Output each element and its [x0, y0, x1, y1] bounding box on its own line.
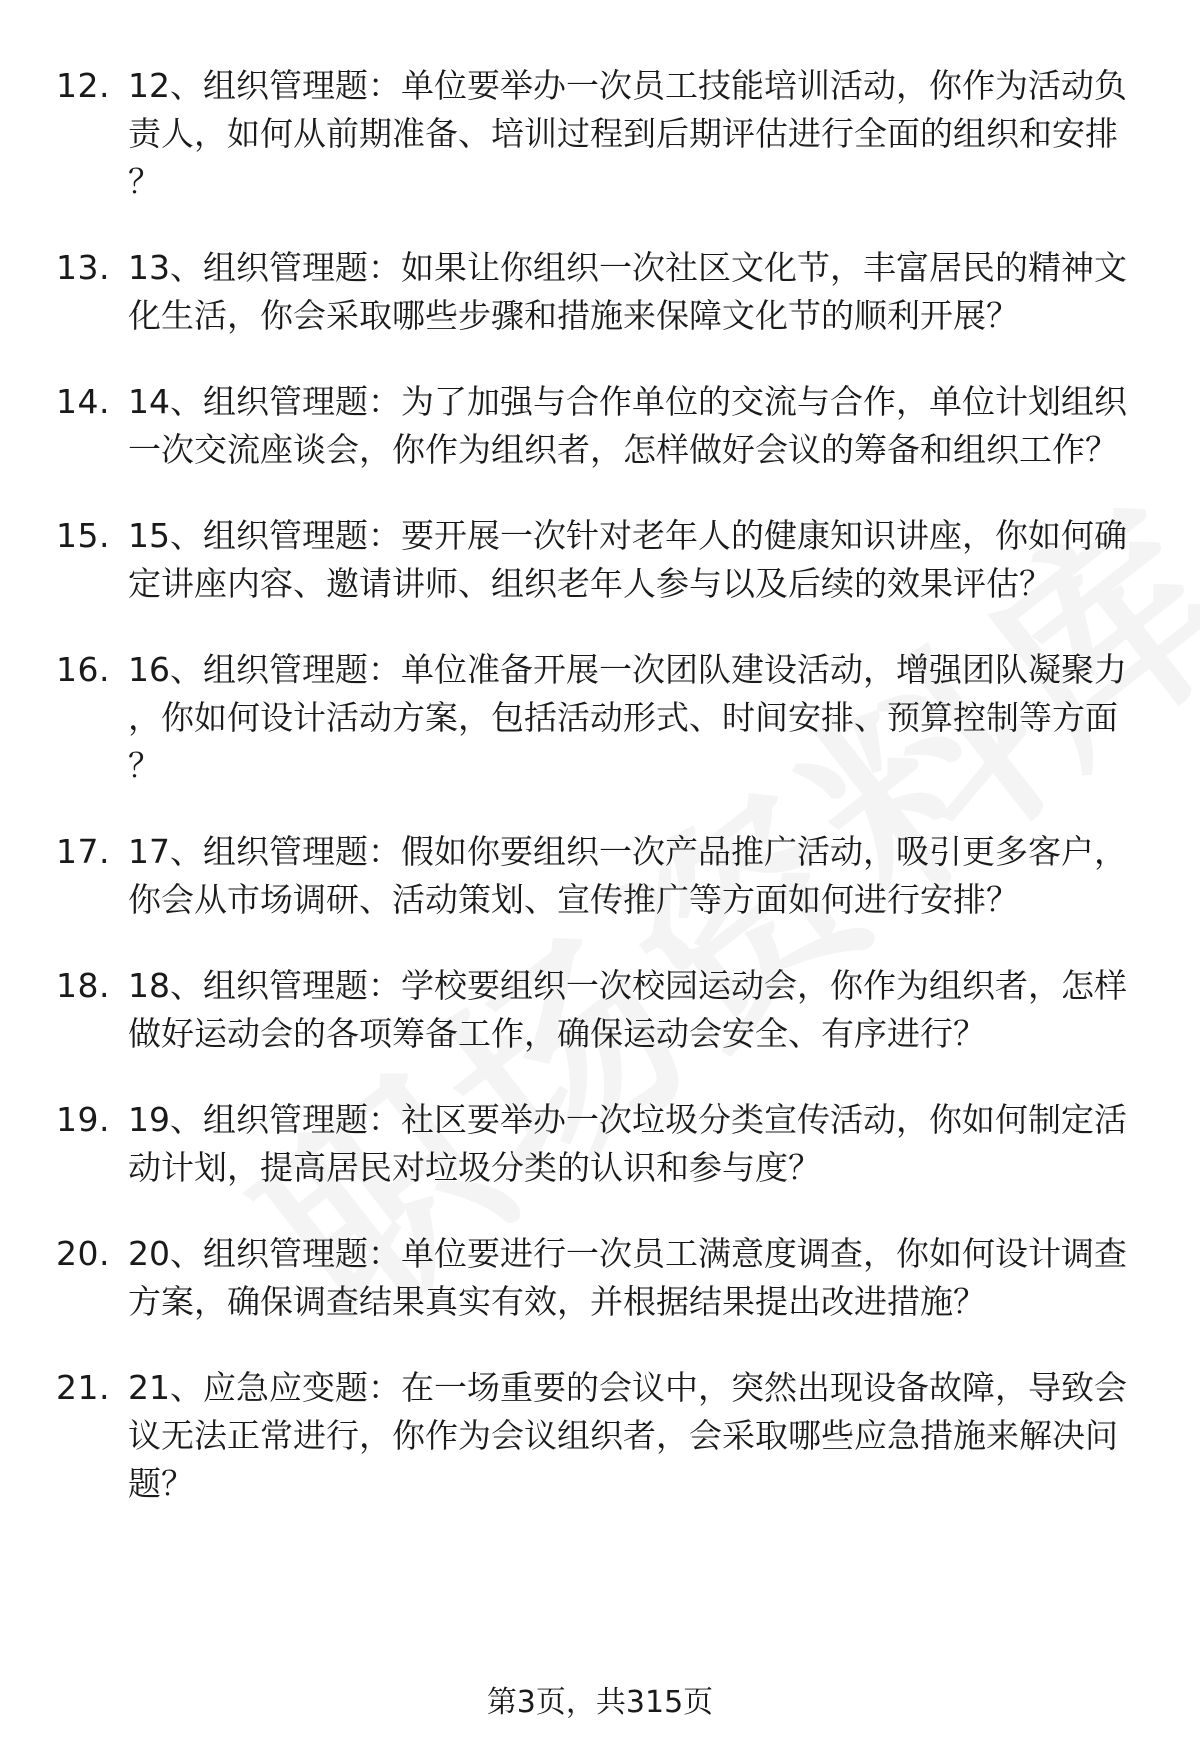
question-item-13: [56, 244, 1146, 340]
question-number: 17.: [56, 832, 110, 871]
question-number: 13.: [56, 248, 110, 287]
question-item-20: [56, 1230, 1146, 1326]
page-number-footer: 第3页，共315页: [486, 1685, 714, 1720]
question-item-18: [56, 962, 1146, 1058]
question-item-21: [56, 1364, 1146, 1508]
question-text: 21、应急应变题：在一场重要的会议中，突然出现设备故障，导致会议无法正常进行，你作为会议组织者，会采取哪些应急措施来解决问题？: [128, 1368, 1127, 1503]
question-text: 19、组织管理题：社区要举办一次垃圾分类宣传活动，你如何制定活动计划，提高居民对垃圾分类的认识和参与度？: [128, 1100, 1127, 1187]
question-text: 15、组织管理题：要开展一次针对老年人的健康知识讲座，你如何确定讲座内容、邀请讲师、组织老年人参与以及后续的效果评估？: [128, 516, 1127, 603]
question-text: 12、组织管理题：单位要举办一次员工技能培训活动，你作为活动负责人，如何从前期准备、培训过程到后期评估进行全面的组织和安排？: [128, 66, 1127, 201]
question-item-14: [56, 378, 1146, 474]
question-item-15: [56, 512, 1146, 608]
question-number: 16.: [56, 650, 110, 689]
question-number: 12.: [56, 66, 110, 105]
question-text: 14、组织管理题：为了加强与合作单位的交流与合作，单位计划组织一次交流座谈会，你作为组织者，怎样做好会议的筹备和组织工作？: [128, 382, 1127, 469]
question-item-12: [56, 62, 1146, 206]
question-item-19: [56, 1096, 1146, 1192]
question-number: 18.: [56, 966, 110, 1005]
question-item-17: [56, 828, 1146, 924]
question-number: 19.: [56, 1100, 110, 1139]
question-text: 16、组织管理题：单位准备开展一次团队建设活动，增强团队凝聚力，你如何设计活动方案，包括活动形式、时间安排、预算控制等方面？: [128, 650, 1127, 785]
question-number: 21.: [56, 1368, 110, 1407]
question-text: 18、组织管理题：学校要组织一次校园运动会，你作为组织者，怎样做好运动会的各项筹备工作，确保运动会安全、有序进行？: [128, 966, 1127, 1053]
question-text: 20、组织管理题：单位要进行一次员工满意度调查，你如何设计调查方案，确保调查结果真实有效，并根据结果提出改进措施？: [128, 1234, 1127, 1321]
question-text: 13、组织管理题：如果让你组织一次社区文化节，丰富居民的精神文化生活，你会采取哪些步骤和措施来保障文化节的顺利开展？: [128, 248, 1127, 335]
question-number: 15.: [56, 516, 110, 555]
question-number: 14.: [56, 382, 110, 421]
question-list: [56, 62, 1146, 1546]
question-number: 20.: [56, 1234, 110, 1273]
question-item-16: [56, 646, 1146, 790]
question-text: 17、组织管理题：假如你要组织一次产品推广活动，吸引更多客户，你会从市场调研、活动策划、宣传推广等方面如何进行安排？: [128, 832, 1127, 919]
